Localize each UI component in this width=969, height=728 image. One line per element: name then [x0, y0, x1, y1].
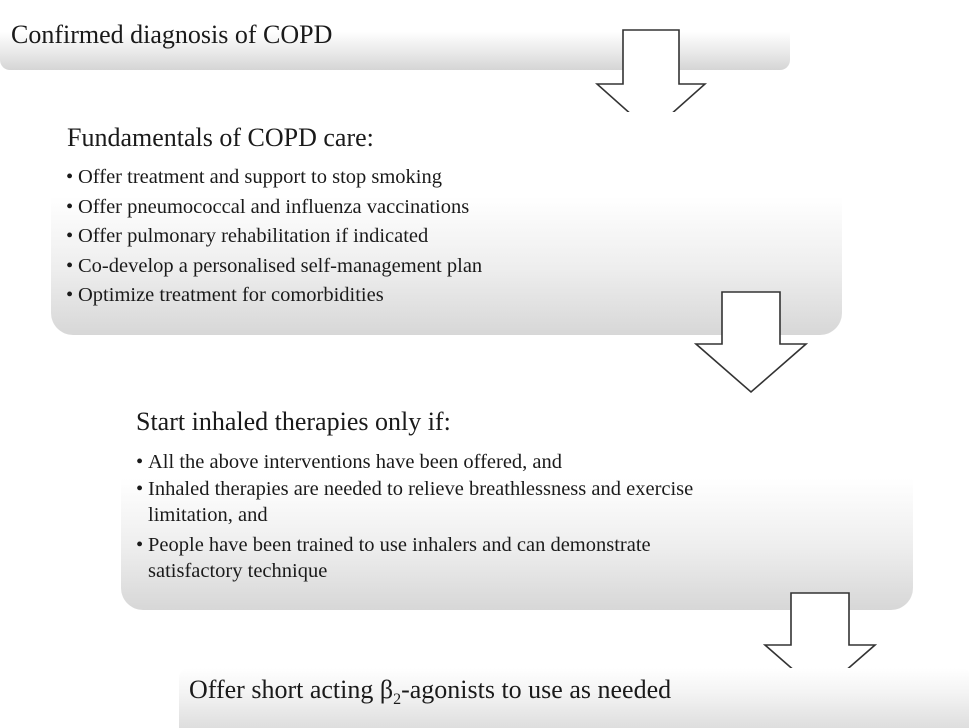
list-item: • Co-develop a personalised self-management plan: [66, 252, 482, 282]
inhaled-criteria-list: [136, 449, 748, 588]
step-heading-saba: Offer short acting $\beta_2$-agonists to use as needed: [189, 675, 672, 708]
list-item: • All the above interventions have been offered, and: [136, 449, 748, 476]
list-item: • Inhaled therapies are needed to relieve breathlessness and exercise limitation, and: [136, 478, 694, 526]
bullet-icon: •: [66, 166, 74, 188]
step-heading-inhaled-criteria: Start inhaled therapies only if:: [136, 407, 451, 436]
bullet-icon: •: [66, 195, 74, 218]
bullet-icon: •: [66, 284, 74, 306]
list-item: • Optimize treatment for comorbidities: [66, 281, 482, 311]
list-item: • Offer pulmonary rehabilitation if indicated: [66, 222, 482, 252]
fundamentals-list: [66, 163, 482, 311]
bullet-icon: •: [136, 534, 144, 556]
down-arrow-2: [694, 291, 808, 395]
bullet-icon: •: [136, 478, 144, 500]
bullet-icon: •: [136, 451, 144, 473]
list-item: • Offer pneumococcal and influenza vaccinations: [66, 193, 482, 223]
bullet-icon: •: [66, 254, 74, 277]
step-heading-fundamentals: Fundamentals of COPD care:: [67, 123, 374, 152]
list-item: • Offer treatment and support to stop smoking: [66, 163, 482, 193]
list-item: • People have been trained to use inhalers and can demonstrate satisfactory technique: [136, 534, 651, 582]
bullet-icon: •: [66, 225, 74, 247]
step-heading-diagnosis: Confirmed diagnosis of COPD: [11, 20, 333, 49]
